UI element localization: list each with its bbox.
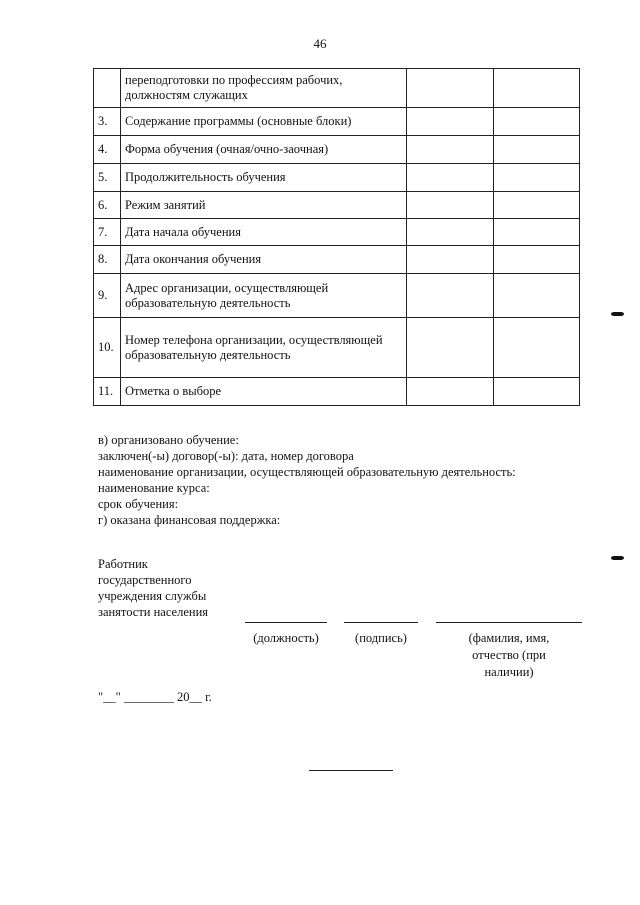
training-organized-line: в) организовано обучение: — [98, 433, 239, 447]
row-number: 4. — [94, 136, 121, 164]
row-label: Дата окончания обучения — [121, 246, 407, 274]
row-number: 6. — [94, 192, 121, 219]
row-cell-a[interactable] — [407, 108, 494, 136]
row-cell-b[interactable] — [494, 69, 580, 108]
row-cell-b[interactable] — [494, 318, 580, 378]
table-row — [94, 246, 580, 274]
row-cell-a[interactable] — [407, 274, 494, 318]
full-name-label-line: наличии) — [484, 665, 534, 679]
row-cell-b[interactable] — [494, 274, 580, 318]
contract-line: заключен(-ы) договор(-ы): дата, номер договора — [98, 449, 354, 463]
training-period-line: срок обучения: — [98, 497, 179, 511]
row-number: 5. — [94, 164, 121, 192]
organization-name-line: наименование организации, осуществляющей образовательную деятельность: — [98, 465, 516, 479]
row-cell-a[interactable] — [407, 219, 494, 246]
full-name-label-line: (фамилия, имя, — [468, 631, 550, 645]
table-row — [94, 274, 580, 318]
form-table — [93, 68, 580, 406]
employee-title-line: Работник — [98, 557, 148, 571]
table-row — [94, 318, 580, 378]
page-number: 46 — [313, 36, 327, 51]
date-line: "__" ________ 20__ г. — [98, 690, 212, 704]
bottom-rule — [309, 770, 393, 771]
row-cell-a[interactable] — [407, 378, 494, 406]
training-section — [98, 432, 516, 528]
row-label: Адрес организации, осуществляющей образовательную деятельность — [121, 274, 407, 318]
employee-title-line: учреждения службы — [98, 589, 207, 603]
table-row — [94, 108, 580, 136]
table-row — [94, 69, 580, 108]
row-cell-a[interactable] — [407, 136, 494, 164]
row-cell-a[interactable] — [407, 192, 494, 219]
table-row — [94, 136, 580, 164]
financial-support-line: г) оказана финансовая поддержка: — [98, 513, 281, 527]
row-number: 7. — [94, 219, 121, 246]
full-name-label — [440, 630, 578, 681]
signature-line[interactable] — [344, 622, 418, 623]
table-row — [94, 219, 580, 246]
row-cell-b[interactable] — [494, 378, 580, 406]
row-cell-b[interactable] — [494, 136, 580, 164]
row-cell-a[interactable] — [407, 69, 494, 108]
row-label: Отметка о выборе — [121, 378, 407, 406]
row-label: Форма обучения (очная/очно-заочная) — [121, 136, 407, 164]
row-number: 11. — [94, 378, 121, 406]
row-label: Продолжительность обучения — [121, 164, 407, 192]
row-cell-b[interactable] — [494, 108, 580, 136]
full-name-label-line: отчество (при — [472, 648, 546, 662]
course-name-line: наименование курса: — [98, 481, 210, 495]
signature-label: (подпись) — [355, 631, 407, 645]
row-label: Дата начала обучения — [121, 219, 407, 246]
row-cell-a[interactable] — [407, 164, 494, 192]
scan-mark — [611, 312, 624, 316]
table-row — [94, 378, 580, 406]
row-number: 8. — [94, 246, 121, 274]
row-label: Содержание программы (основные блоки) — [121, 108, 407, 136]
employee-title-line: занятости населения — [98, 605, 209, 619]
row-cell-b[interactable] — [494, 192, 580, 219]
row-cell-b[interactable] — [494, 219, 580, 246]
table-row — [94, 164, 580, 192]
employee-title — [98, 556, 208, 620]
row-number — [94, 69, 121, 108]
row-cell-b[interactable] — [494, 246, 580, 274]
row-cell-b[interactable] — [494, 164, 580, 192]
full-name-line[interactable] — [436, 622, 582, 623]
position-line[interactable] — [245, 622, 327, 623]
row-label: Режим занятий — [121, 192, 407, 219]
row-number: 9. — [94, 274, 121, 318]
table-row — [94, 192, 580, 219]
row-label: переподготовки по профессиям рабочих, должностям служащих — [121, 69, 407, 108]
row-label: Номер телефона организации, осуществляющей образовательную деятельность — [121, 318, 407, 378]
scan-mark — [611, 556, 624, 560]
row-number: 10. — [94, 318, 121, 378]
row-cell-a[interactable] — [407, 318, 494, 378]
employee-title-line: государственного — [98, 573, 192, 587]
row-number: 3. — [94, 108, 121, 136]
position-label: (должность) — [253, 631, 319, 645]
row-cell-a[interactable] — [407, 246, 494, 274]
